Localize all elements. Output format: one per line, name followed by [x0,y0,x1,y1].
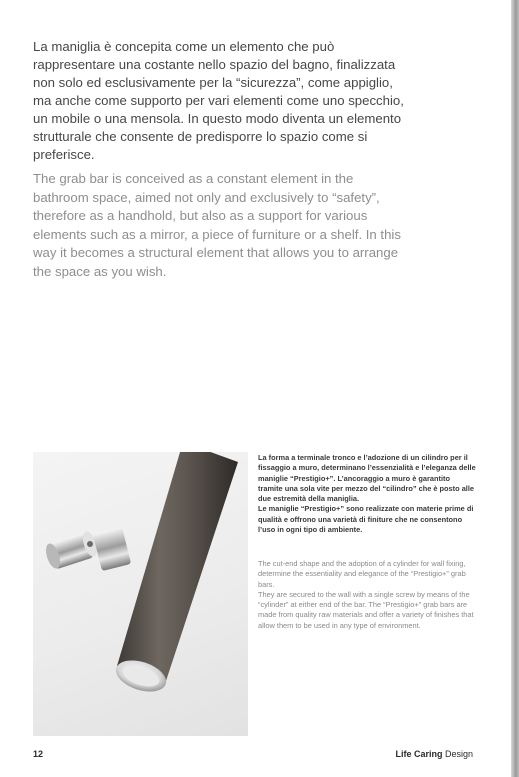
product-photo [33,452,248,736]
footer-brand [395,749,473,759]
brand-light: Design [444,749,473,759]
caption-english [258,559,476,631]
brand-bold: Life Caring [395,749,443,759]
intro-english: The grab bar is conceived as a constant element in the bathroom space, aimed not only and exclusively to “safety”, therefore as a handhold, but also as a support for various elements such as a mirror, a piece of furniture or a shelf. In this way it becomes a structural element that allows you to arrange the space as you wish. [33,171,401,279]
caption-english-p1: The cut-end shape and the adoption of a cylinder for wall fixing, determine the essentiality and elegance of the “Prestigio+” grab bars. [258,559,466,589]
mounting-cylinder-icon [43,530,99,570]
intro-italian: La maniglia è concepita come un elemento che può rappresentare una costante nello spazio del bagno, finalizzata non solo ed esclusivamente per la “sicurezza”, come appiglio, ma anche come supporto per vari elementi come uno specchio, un mobile o una mensola. In questo modo diventa un elemento strutturale che consente de predisporre lo spazio come si preferisce. [33,39,404,162]
page-edge [511,0,519,777]
caption-italian [258,453,476,535]
caption-italian-p1: La forma a terminale tronco e l’adozione di un cilindro per il fissaggio a muro, determinano l’essenzialità e l’eleganza delle maniglie “Prestigio+”. L’ancoraggio a muro è garantito tramite una sola vite per mezzo del “cilindro” che è posto alle due estremità della maniglia. [258,453,476,504]
page-number: 12 [33,749,44,759]
bar-end-connector-icon [93,527,131,571]
caption-english-p2: They are secured to the wall with a single screw by means of the “cylinder” at either end of the bar. The “Prestigio+” grab bars are made from quality raw materials and offer a variety of finishes that allow them to be used in any type of environment. [258,589,474,630]
grab-bar-icon [112,452,238,697]
caption-italian-p2: Le maniglie “Prestigio+” sono realizzate con materie prime di qualità e offrono una varietà di finiture che ne consentono l’uso in ogni tipo di ambiente. [258,504,474,535]
